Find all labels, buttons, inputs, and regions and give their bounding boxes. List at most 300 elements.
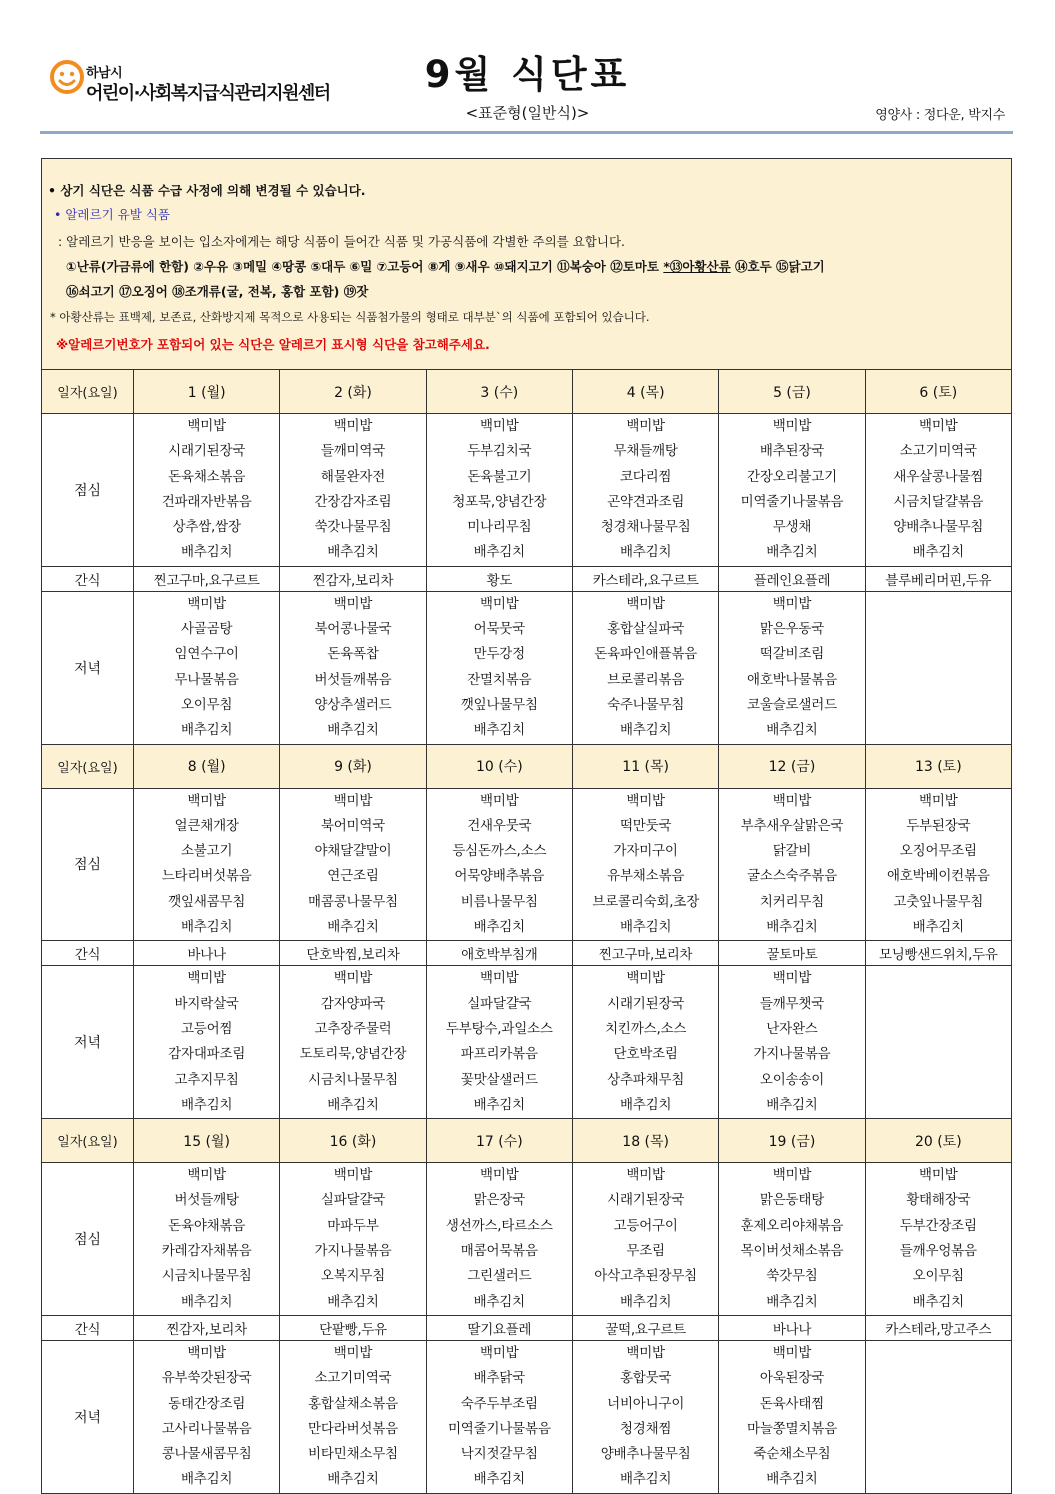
snack-cell: 애호박부침개 bbox=[426, 941, 572, 966]
menu-item: 배추김치 bbox=[327, 1471, 379, 1488]
menu-item: 오이무침 bbox=[912, 1268, 964, 1285]
menu-item: 백미밥 bbox=[187, 1344, 226, 1361]
lunch-cell bbox=[719, 414, 865, 567]
snack-cell: 모닝빵샌드위치,두유 bbox=[865, 941, 1011, 966]
menu-item: 백미밥 bbox=[187, 418, 226, 434]
menu-item: 생선까스,타르소스 bbox=[445, 1217, 553, 1234]
notice-line-sulfite-note: * 아황산류는 표백제, 보존료, 산화방지제 목적으로 사용되는 식품첨가물의 형태로 대부분`의 식품에 포함되어 있습니다. bbox=[50, 310, 650, 324]
menu-item: 유부채소볶음 bbox=[607, 868, 685, 885]
snack-cell: 황도 bbox=[426, 566, 572, 591]
lunch-row bbox=[42, 788, 1012, 941]
menu-item: 야채달걀말이 bbox=[314, 843, 392, 860]
menu-item: 백미밥 bbox=[626, 792, 665, 809]
menu-item: 잔멸치볶음 bbox=[467, 671, 532, 688]
menu-item: 건새우뭇국 bbox=[467, 817, 532, 834]
menu-item: 홍합뭇국 bbox=[619, 1370, 672, 1387]
menu-item: 배추김치 bbox=[180, 544, 233, 561]
day-header: 9 (화) bbox=[280, 744, 426, 788]
menu-item: 오징어무조림 bbox=[899, 843, 977, 860]
lunch-cell bbox=[426, 1163, 572, 1316]
menu-item: 실파달걀국 bbox=[467, 995, 532, 1012]
menu-item: 돈육파인애플볶음 bbox=[594, 646, 698, 663]
menu-item: 카레감자채볶음 bbox=[161, 1243, 252, 1260]
menu-item: 백미밥 bbox=[772, 595, 812, 612]
menu-item: 배추김치 bbox=[619, 1293, 672, 1310]
menu-item: 유부쑥갓된장국 bbox=[161, 1370, 252, 1387]
menu-item: 양배추나물무침 bbox=[600, 1446, 691, 1463]
menu-item: 쑥갓나물무침 bbox=[314, 519, 392, 536]
menu-item: 고추장주물럭 bbox=[314, 1020, 392, 1037]
menu-item: 미나리무침 bbox=[467, 519, 532, 536]
lunch-cell bbox=[134, 1163, 280, 1316]
page-header bbox=[0, 0, 1055, 140]
menu-item: 백미밥 bbox=[333, 1344, 373, 1361]
menu-item: 부추새우살맑은국 bbox=[740, 817, 844, 834]
menu-item: 무나물볶음 bbox=[174, 671, 239, 688]
menu-item: 배추김치 bbox=[180, 1096, 233, 1113]
date-label: 일자(요일) bbox=[42, 744, 134, 788]
menu-item: 비타민채소무침 bbox=[308, 1446, 398, 1463]
menu-item: 북어미역국 bbox=[320, 817, 386, 834]
menu-item: 백미밥 bbox=[187, 1167, 226, 1184]
snack-cell: 찐고구마,요구르트 bbox=[134, 566, 280, 591]
menu-item: 배추김치 bbox=[180, 1293, 233, 1310]
menu-item: 두부탕수,과일소스 bbox=[445, 1020, 553, 1037]
menu-item: 백미밥 bbox=[626, 595, 665, 612]
dinner-cell bbox=[572, 966, 718, 1119]
menu-item: 배추김치 bbox=[180, 919, 233, 936]
lunch-cell bbox=[719, 1163, 865, 1316]
menu-item: 건파래자반볶음 bbox=[161, 493, 252, 510]
dinner-cell bbox=[572, 591, 718, 744]
lunch-cell bbox=[572, 1163, 718, 1316]
menu-item: 배추김치 bbox=[766, 1471, 818, 1488]
menu-item: 난자완스 bbox=[766, 1020, 818, 1037]
dinner-cell bbox=[719, 1340, 865, 1493]
snack-cell: 블루베리머핀,두유 bbox=[865, 566, 1011, 591]
menu-item: 배추김치 bbox=[912, 919, 964, 936]
menu-item: 배추김치 bbox=[912, 1293, 964, 1310]
menu-item: 콩나물새콤무침 bbox=[161, 1446, 252, 1463]
lunch-cell bbox=[865, 788, 1011, 941]
dinner-cell bbox=[134, 591, 280, 744]
menu-item: 청경채나물무침 bbox=[600, 519, 691, 536]
menu-item: 목이버섯채소볶음 bbox=[740, 1243, 844, 1260]
dinner-label: 저녁 bbox=[42, 1340, 134, 1493]
menu-item: 배추김치 bbox=[327, 722, 379, 739]
menu-item: 해물완자전 bbox=[320, 468, 386, 485]
menu-item: 홍합살실파국 bbox=[607, 621, 685, 638]
menu-item: 백미밥 bbox=[919, 792, 958, 809]
menu-item: 백미밥 bbox=[333, 1167, 373, 1184]
lunch-cell bbox=[865, 414, 1011, 567]
date-row bbox=[42, 744, 1012, 788]
menu-item: 백미밥 bbox=[772, 1344, 812, 1361]
snack-cell: 꿀떡,요구르트 bbox=[572, 1315, 718, 1340]
menu-item: 돈육불고기 bbox=[467, 468, 532, 485]
menu-item: 고등어구이 bbox=[613, 1217, 678, 1234]
snack-label: 간식 bbox=[42, 1315, 134, 1340]
menu-item: 그린샐러드 bbox=[467, 1268, 532, 1285]
snack-label: 간식 bbox=[42, 566, 134, 591]
menu-item: 배추김치 bbox=[619, 544, 672, 561]
menu-item: 들깨미역국 bbox=[320, 443, 386, 460]
lunch-label: 점심 bbox=[42, 1163, 134, 1316]
page-title: 9월 식단표 bbox=[424, 53, 631, 96]
menu-item: 아삭고추된장무침 bbox=[594, 1268, 698, 1285]
day-header: 15 (월) bbox=[134, 1119, 280, 1163]
menu-item: 시금치달걀볶음 bbox=[893, 493, 984, 510]
snack-cell: 바나나 bbox=[719, 1315, 865, 1340]
dinner-cell bbox=[280, 966, 426, 1119]
menu-item: 배추김치 bbox=[766, 1096, 818, 1113]
menu-item: 배추김치 bbox=[473, 919, 525, 936]
menu-item: 매콤콩나물무침 bbox=[308, 893, 398, 910]
menu-item: 시래기된장국 bbox=[607, 1192, 685, 1209]
menu-item: 버섯들깨볶음 bbox=[314, 671, 392, 688]
snack-cell: 카스테라,요구르트 bbox=[572, 566, 718, 591]
menu-item: 만두강정 bbox=[473, 646, 525, 663]
menu-item: 배추김치 bbox=[766, 1293, 818, 1310]
day-header: 16 (화) bbox=[280, 1119, 426, 1163]
menu-item: 깻잎새콤무침 bbox=[168, 893, 246, 910]
date-label: 일자(요일) bbox=[42, 1119, 134, 1163]
menu-item: 들깨무챗국 bbox=[759, 995, 825, 1012]
snack-cell: 찐감자,보리차 bbox=[280, 566, 426, 591]
menu-item: 애호박베이컨볶음 bbox=[886, 868, 990, 885]
menu-item: 배추김치 bbox=[180, 1471, 233, 1488]
menu-item: 치커리무침 bbox=[759, 893, 825, 910]
snack-label: 간식 bbox=[42, 941, 134, 966]
snack-cell: 찐감자,보리차 bbox=[134, 1315, 280, 1340]
dinner-row bbox=[42, 1340, 1012, 1493]
menu-item: 가지나물볶음 bbox=[753, 1046, 831, 1063]
page-subtitle: <표준형(일반식)> bbox=[465, 104, 590, 122]
lunch-cell bbox=[426, 414, 572, 567]
menu-item: 고추지무침 bbox=[174, 1071, 239, 1088]
dinner-cell bbox=[280, 1340, 426, 1493]
dinner-label: 저녁 bbox=[42, 966, 134, 1119]
menu-item: 배추김치 bbox=[473, 1293, 525, 1310]
dinner-cell bbox=[865, 966, 1011, 1119]
menu-item: 배추된장국 bbox=[759, 443, 825, 460]
snack-cell: 꿀토마토 bbox=[719, 941, 865, 966]
menu-item: 떡갈비조림 bbox=[759, 646, 825, 663]
menu-item: 무생채 bbox=[772, 519, 812, 536]
menu-item: 무채들깨탕 bbox=[613, 443, 678, 460]
menu-item: 소불고기 bbox=[180, 843, 233, 860]
menu-item: 어묵양배추볶음 bbox=[454, 868, 545, 885]
menu-item: 돈육폭찹 bbox=[327, 646, 379, 663]
menu-item: 백미밥 bbox=[480, 792, 519, 809]
day-header: 1 (월) bbox=[134, 370, 280, 414]
lunch-cell bbox=[719, 788, 865, 941]
menu-item: 양상추샐러드 bbox=[314, 696, 392, 713]
day-header: 2 (화) bbox=[280, 370, 426, 414]
menu-item: 두부김치국 bbox=[467, 443, 532, 460]
lunch-row bbox=[42, 414, 1012, 567]
menu-item: 백미밥 bbox=[772, 970, 812, 987]
menu-item: 배추김치 bbox=[619, 919, 672, 936]
menu-item: 시래기된장국 bbox=[168, 443, 246, 460]
dinner-cell bbox=[426, 591, 572, 744]
menu-item: 치킨까스,소스 bbox=[605, 1020, 687, 1037]
menu-item: 백미밥 bbox=[626, 418, 665, 434]
day-header: 20 (토) bbox=[865, 1119, 1011, 1163]
menu-item: 백미밥 bbox=[187, 792, 226, 809]
day-header: 19 (금) bbox=[719, 1119, 865, 1163]
menu-item: 마파두부 bbox=[327, 1217, 379, 1234]
menu-item: 백미밥 bbox=[772, 792, 812, 809]
menu-item: 닭갈비 bbox=[772, 843, 812, 860]
menu-item: 깻잎나물무침 bbox=[460, 696, 538, 713]
menu-item: 마늘쫑멸치볶음 bbox=[747, 1420, 837, 1437]
menu-item: 배추김치 bbox=[619, 1096, 672, 1113]
menu-item: 가지나물볶음 bbox=[314, 1243, 392, 1260]
menu-item: 배추닭국 bbox=[473, 1370, 525, 1387]
menu-item: 소고기미역국 bbox=[899, 443, 977, 460]
menu-item: 곤약견과조림 bbox=[607, 493, 685, 510]
menu-item: 상추쌈,쌈장 bbox=[172, 519, 241, 536]
snack-row bbox=[42, 566, 1012, 591]
lunch-cell bbox=[134, 788, 280, 941]
snack-cell: 단팥빵,두유 bbox=[280, 1315, 426, 1340]
menu-item: 무조림 bbox=[626, 1243, 665, 1260]
menu-item: 숙주두부조림 bbox=[460, 1395, 538, 1412]
menu-item: 애호박나물볶음 bbox=[747, 671, 837, 688]
menu-item: 꽃맛살샐러드 bbox=[460, 1071, 538, 1088]
menu-item: 매콤어묵볶음 bbox=[460, 1243, 538, 1260]
allergen-list-part: ①난류(가금류에 한함) ②우유 ③메밀 ④땅콩 ⑤대두 ⑥밀 ⑦고등어 ⑧게 ⑨새우 ⑩돼지고기 ⑪복숭아 ⑫토마토 bbox=[66, 259, 664, 274]
menu-item: 두부된장국 bbox=[906, 817, 971, 834]
dietitian-credit: 영양사 : 정다운, 박지수 bbox=[875, 108, 1005, 123]
menu-item: 백미밥 bbox=[626, 970, 665, 987]
menu-item: 배추김치 bbox=[473, 1471, 525, 1488]
day-header: 13 (토) bbox=[865, 744, 1011, 788]
notice-line-refer-allergy-menu: ※알레르기번호가 포함되어 있는 식단은 알레르기 표시형 식단을 참고해주세요. bbox=[56, 337, 490, 352]
allergen-list-part: ⑭호두 ⑮닭고기 bbox=[730, 259, 825, 274]
menu-item: 등심돈까스,소스 bbox=[452, 843, 547, 860]
menu-item: 맑은장국 bbox=[473, 1192, 525, 1209]
menu-item: 시금치나물무침 bbox=[161, 1268, 252, 1285]
menu-item: 배추김치 bbox=[766, 919, 818, 936]
menu-item: 배추김치 bbox=[327, 919, 379, 936]
menu-item: 시래기된장국 bbox=[607, 995, 685, 1012]
menu-item: 단호박조림 bbox=[613, 1046, 678, 1063]
lunch-cell bbox=[280, 1163, 426, 1316]
menu-item: 백미밥 bbox=[333, 792, 373, 809]
lunch-cell bbox=[865, 1163, 1011, 1316]
snack-cell: 바나나 bbox=[134, 941, 280, 966]
dinner-cell bbox=[572, 1340, 718, 1493]
menu-item: 배추김치 bbox=[327, 1293, 379, 1310]
menu-item: 황태해장국 bbox=[906, 1192, 971, 1209]
menu-item: 백미밥 bbox=[480, 1167, 519, 1184]
snack-cell: 플레인요플레 bbox=[719, 566, 865, 591]
menu-item: 백미밥 bbox=[187, 595, 226, 612]
header-divider bbox=[40, 131, 1013, 134]
menu-item: 백미밥 bbox=[772, 1167, 812, 1184]
menu-item: 간장감자조림 bbox=[314, 493, 392, 510]
day-header: 3 (수) bbox=[426, 370, 572, 414]
lunch-cell bbox=[572, 414, 718, 567]
lunch-label: 점심 bbox=[42, 788, 134, 941]
dinner-label: 저녁 bbox=[42, 591, 134, 744]
notice-line-supply: • 상기 식단은 식품 수급 사정에 의해 변경될 수 있습니다. bbox=[48, 183, 366, 198]
allergy-notice-box bbox=[41, 158, 1012, 369]
menu-item: 배추김치 bbox=[766, 544, 818, 561]
menu-item: 바지락살국 bbox=[174, 995, 239, 1012]
dinner-cell bbox=[865, 591, 1011, 744]
menu-item: 두부간장조림 bbox=[899, 1217, 977, 1234]
menu-item: 상추파채무침 bbox=[607, 1071, 685, 1088]
menu-item: 동태간장조림 bbox=[168, 1395, 246, 1412]
menu-item: 실파달걀국 bbox=[320, 1192, 386, 1209]
date-row bbox=[42, 370, 1012, 414]
menu-item: 죽순채소무침 bbox=[753, 1446, 831, 1463]
menu-item: 배추김치 bbox=[473, 722, 525, 739]
menu-item: 너비아니구이 bbox=[607, 1395, 685, 1412]
menu-item: 돈육채소볶음 bbox=[168, 468, 246, 485]
menu-item: 임연수구이 bbox=[174, 646, 239, 663]
menu-item: 백미밥 bbox=[480, 1344, 519, 1361]
menu-item: 가자미구이 bbox=[613, 843, 678, 860]
menu-item: 배추김치 bbox=[327, 544, 379, 561]
menu-item: 굴소스숙주볶음 bbox=[747, 868, 837, 885]
logo-center-name: 어린이·사회복지급식관리지원센터 bbox=[86, 83, 330, 104]
menu-item: 배추김치 bbox=[473, 544, 525, 561]
menu-item: 고등어찜 bbox=[180, 1020, 233, 1037]
snack-cell: 딸기요플레 bbox=[426, 1315, 572, 1340]
day-header: 17 (수) bbox=[426, 1119, 572, 1163]
menu-item: 백미밥 bbox=[480, 595, 519, 612]
menu-item: 만다라버섯볶음 bbox=[308, 1420, 398, 1437]
menu-item: 새우살콩나물찜 bbox=[893, 468, 984, 485]
lunch-cell bbox=[572, 788, 718, 941]
dinner-cell bbox=[134, 1340, 280, 1493]
menu-item: 백미밥 bbox=[480, 418, 519, 434]
snack-cell: 카스테라,망고주스 bbox=[865, 1315, 1011, 1340]
menu-item: 홍합살채소볶음 bbox=[308, 1395, 398, 1412]
menu-item: 시금치나물무침 bbox=[308, 1071, 398, 1088]
menu-item: 파프리카볶음 bbox=[460, 1046, 538, 1063]
menu-item: 코다리찜 bbox=[619, 468, 672, 485]
menu-item: 어묵뭇국 bbox=[473, 621, 525, 638]
menu-item: 배추김치 bbox=[473, 1096, 525, 1113]
menu-item: 느타리버섯볶음 bbox=[161, 868, 252, 885]
snack-cell: 단호박찜,보리차 bbox=[280, 941, 426, 966]
menu-item: 숙주나물무침 bbox=[607, 696, 685, 713]
lunch-label: 점심 bbox=[42, 414, 134, 567]
menu-item: 맑은우동국 bbox=[759, 621, 825, 638]
notice-line-allergen-list-1 bbox=[66, 257, 825, 275]
menu-item: 배추김치 bbox=[180, 722, 233, 739]
menu-item: 청포묵,양념간장 bbox=[452, 493, 547, 510]
menu-item: 아욱된장국 bbox=[759, 1370, 825, 1387]
menu-item: 간장오리불고기 bbox=[747, 468, 837, 485]
dinner-cell bbox=[280, 591, 426, 744]
menu-item: 오이무침 bbox=[180, 696, 233, 713]
menu-item: 도토리묵,양념간장 bbox=[299, 1046, 407, 1063]
logo-city: 하남시 bbox=[86, 66, 123, 81]
menu-table bbox=[41, 369, 1012, 1494]
dinner-cell bbox=[865, 1340, 1011, 1493]
menu-item: 버섯들깨탕 bbox=[174, 1192, 239, 1209]
lunch-row bbox=[42, 1163, 1012, 1316]
notice-line-caution: : 알레르기 반응을 보이는 입소자에게는 해당 식품이 들어간 식품 및 가공식품에 각별한 주의를 요합니다. bbox=[58, 234, 625, 249]
allergen-sulfite: *⑬아황산류 bbox=[663, 259, 731, 274]
menu-item: 백미밥 bbox=[626, 1344, 665, 1361]
lunch-cell bbox=[280, 414, 426, 567]
menu-item: 낙지젓갈무침 bbox=[460, 1446, 538, 1463]
menu-item: 백미밥 bbox=[333, 418, 373, 434]
lunch-cell bbox=[280, 788, 426, 941]
snack-cell: 찐고구마,보리차 bbox=[572, 941, 718, 966]
dinner-cell bbox=[134, 966, 280, 1119]
dinner-cell bbox=[719, 591, 865, 744]
day-header: 10 (수) bbox=[426, 744, 572, 788]
day-header: 12 (금) bbox=[719, 744, 865, 788]
menu-item: 배추김치 bbox=[912, 544, 964, 561]
menu-item: 사골곰탕 bbox=[180, 621, 233, 638]
menu-item: 미역줄기나물볶음 bbox=[740, 493, 844, 510]
menu-item: 코울슬로샐러드 bbox=[747, 696, 837, 713]
menu-item: 배추김치 bbox=[766, 722, 818, 739]
day-header: 18 (목) bbox=[572, 1119, 718, 1163]
menu-item: 백미밥 bbox=[333, 595, 373, 612]
menu-item: 배추김치 bbox=[619, 722, 672, 739]
menu-item: 맑은동태탕 bbox=[759, 1192, 825, 1209]
menu-item: 감자대파조림 bbox=[168, 1046, 246, 1063]
day-header: 6 (토) bbox=[865, 370, 1011, 414]
notice-line-allergy-heading: • 알레르기 유발 식품 bbox=[54, 207, 170, 222]
menu-item: 백미밥 bbox=[772, 418, 812, 434]
day-header: 5 (금) bbox=[719, 370, 865, 414]
menu-item: 백미밥 bbox=[480, 970, 519, 987]
lunch-cell bbox=[426, 788, 572, 941]
dinner-cell bbox=[719, 966, 865, 1119]
menu-item: 훈제오리야채볶음 bbox=[740, 1217, 844, 1234]
menu-item: 백미밥 bbox=[187, 970, 226, 987]
menu-item: 오이송송이 bbox=[759, 1071, 825, 1088]
snack-row bbox=[42, 1315, 1012, 1340]
dinner-cell bbox=[426, 966, 572, 1119]
menu-item: 비름나물무침 bbox=[460, 893, 538, 910]
notice-line-allergen-list-2: ⑯쇠고기 ⑰오징어 ⑱조개류(굴, 전복, 홍합 포함) ⑲잣 bbox=[66, 284, 369, 299]
menu-item: 배추김치 bbox=[619, 1471, 672, 1488]
day-header: 8 (월) bbox=[134, 744, 280, 788]
menu-item: 쑥갓무침 bbox=[766, 1268, 818, 1285]
menu-item: 얼큰채개장 bbox=[174, 817, 239, 834]
day-header: 4 (목) bbox=[572, 370, 718, 414]
day-header: 11 (목) bbox=[572, 744, 718, 788]
menu-item: 미역줄기나물볶음 bbox=[447, 1420, 551, 1437]
menu-item: 고사리나물볶음 bbox=[161, 1420, 252, 1437]
menu-item: 돈육사태찜 bbox=[759, 1395, 825, 1412]
menu-item: 들깨우엉볶음 bbox=[899, 1243, 977, 1260]
menu-item: 돈육야채볶음 bbox=[168, 1217, 246, 1234]
menu-item: 오복지무침 bbox=[320, 1268, 386, 1285]
menu-item: 연근조림 bbox=[327, 868, 379, 885]
dinner-row bbox=[42, 966, 1012, 1119]
menu-item: 브로콜리볶음 bbox=[607, 671, 685, 688]
menu-item: 백미밥 bbox=[626, 1167, 665, 1184]
menu-item: 고춧잎나물무침 bbox=[893, 893, 984, 910]
menu-item: 감자양파국 bbox=[320, 995, 386, 1012]
menu-item: 배추김치 bbox=[327, 1096, 379, 1113]
menu-item: 백미밥 bbox=[919, 418, 958, 434]
dinner-cell bbox=[426, 1340, 572, 1493]
